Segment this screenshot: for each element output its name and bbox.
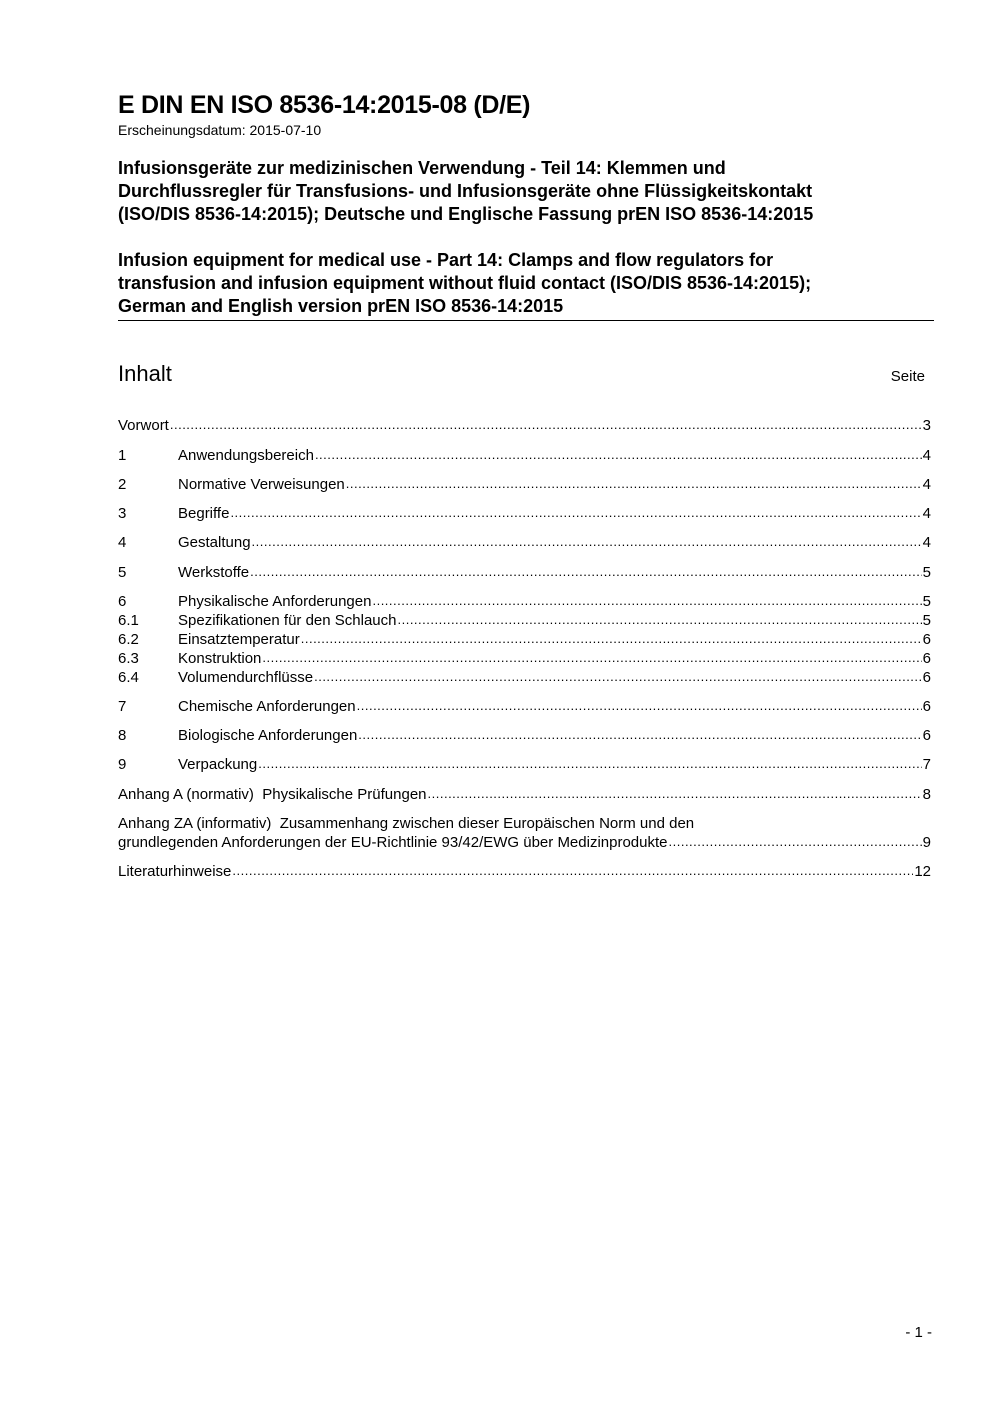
toc-entry-number: 6.4 [118,669,139,686]
toc-entry-title: Chemische Anforderungen [178,698,356,715]
toc-entry-title: Volumendurchflüsse [178,669,314,686]
toc-entry-number: 2 [118,476,127,493]
publication-date: Erscheinungsdatum: 2015-07-10 [118,122,322,138]
toc-entry-3[interactable] [118,504,931,523]
toc-entry-page: 9 [922,834,931,851]
toc-entry-title: Physikalische Anforderungen [178,593,372,610]
toc-entry-6-2[interactable] [118,630,931,649]
toc-entry-number: 3 [118,505,127,522]
toc-entry-title: Werkstoffe [178,564,250,581]
toc-entry-number: 4 [118,534,127,551]
toc-page-column-label: Seite [890,368,925,385]
toc-leader-dots [428,784,922,803]
toc-entry-number: 6.1 [118,612,139,629]
toc-entry-page: 5 [922,593,931,610]
toc-entry-8[interactable] [118,726,931,745]
toc-entry-6[interactable] [118,592,931,611]
toc-entry-2[interactable] [118,475,931,494]
toc-leader-dots [358,725,921,744]
toc-entry-title: Verpackung [178,756,258,773]
toc-entry-title: grundlegenden Anforderungen der EU-Richtlinie 93/42/EWG über Medizinprodukte [118,834,668,851]
toc-entry-4[interactable] [118,533,931,552]
toc-leader-dots [397,610,921,629]
page-number: - 1 - [905,1324,932,1341]
toc-entry-page: 8 [922,786,931,803]
toc-entry-page: 6 [922,631,931,648]
toc-entry-page: 4 [922,505,931,522]
toc-leader-dots [301,629,922,648]
toc-entry-title: Begriffe [178,505,230,522]
toc-leader-dots [372,591,921,610]
toc-entry-number: 9 [118,756,127,773]
toc-leader-dots [314,667,922,686]
title-german-line: (ISO/DIS 8536-14:2015); Deutsche und Englische Fassung prEN ISO 8536-14:2015 [118,204,814,224]
toc-entry-number: 6.3 [118,650,139,667]
toc-entry-5[interactable] [118,563,931,582]
toc-entry-title: Normative Verweisungen [178,476,345,493]
toc-leader-dots [669,832,922,851]
toc-leader-dots [252,532,922,551]
toc-entry-title: Anhang A (normativ) Physikalische Prüfungen [118,786,427,803]
title-german-line: Durchflussregler für Transfusions- und Infusionsgeräte ohne Flüssigkeitskontakt [118,181,813,201]
toc-entry-6-3[interactable] [118,649,931,668]
toc-leader-dots [230,503,921,522]
toc-entry-title: Anhang ZA (informativ) Zusammenhang zwischen dieser Europäischen Norm und den [118,815,695,832]
toc-entry-annex-za[interactable] [118,814,931,833]
toc-entry-page: 6 [922,669,931,686]
toc-leader-dots [258,754,921,773]
toc-entry-7[interactable] [118,697,931,716]
toc-heading: Inhalt [118,361,172,386]
toc-entry-title: Literaturhinweise [118,863,232,880]
toc-entry-number: 1 [118,447,127,464]
toc-entry-page: 6 [922,698,931,715]
toc-entry-number: 8 [118,727,127,744]
toc-entry-page: 6 [922,650,931,667]
toc-leader-dots [232,861,913,880]
toc-entry-title: Biologische Anforderungen [178,727,358,744]
document-number: E DIN EN ISO 8536-14:2015-08 (D/E) [118,91,531,119]
toc-entry-page: 12 [914,863,931,880]
title-english-line: transfusion and infusion equipment without fluid contact (ISO/DIS 8536-14:2015); [118,273,812,293]
toc-leader-dots [346,474,922,493]
title-german-line: Infusionsgeräte zur medizinischen Verwendung - Teil 14: Klemmen und [118,158,726,178]
title-english-line: German and English version prEN ISO 8536-14:2015 [118,296,564,316]
toc-leader-dots [315,445,922,464]
toc-entry-title: Gestaltung [178,534,251,551]
toc-leader-dots [250,562,922,581]
toc-entry-page: 4 [922,476,931,493]
toc-entry-title: Konstruktion [178,650,262,667]
toc-entry-6-1[interactable] [118,611,931,630]
toc-leader-dots [170,415,922,434]
toc-entry-6-4[interactable] [118,668,931,687]
toc-entry-page: 4 [922,447,931,464]
title-english-line: Infusion equipment for medical use - Part 14: Clamps and flow regulators for [118,250,774,270]
toc-entry-9[interactable] [118,755,931,774]
toc-entry-annex-a[interactable] [118,785,931,804]
toc-entry-page: 3 [922,417,931,434]
toc-entry-title: Vorwort [118,417,169,434]
toc-entry-title: Spezifikationen für den Schlauch [178,612,397,629]
toc-entry-number: 5 [118,564,127,581]
table-of-contents [118,0,931,1403]
toc-entry-page: 5 [922,564,931,581]
toc-entry-title: Anwendungsbereich [178,447,314,464]
toc-entry-number: 6 [118,593,127,610]
toc-entry-page: 6 [922,727,931,744]
toc-entry-page: 5 [922,612,931,629]
toc-entry-1[interactable] [118,446,931,465]
toc-entry-number: 7 [118,698,127,715]
toc-entry-vorwort[interactable] [118,416,931,435]
toc-entry-title: Einsatztemperatur [178,631,300,648]
toc-entry-annex-za-continued[interactable] [118,833,931,852]
toc-entry-page: 4 [922,534,931,551]
toc-leader-dots [262,648,921,667]
toc-entry-bibliography[interactable] [118,862,931,881]
toc-leader-dots [357,696,922,715]
toc-entry-page: 7 [922,756,931,773]
toc-entry-number: 6.2 [118,631,139,648]
